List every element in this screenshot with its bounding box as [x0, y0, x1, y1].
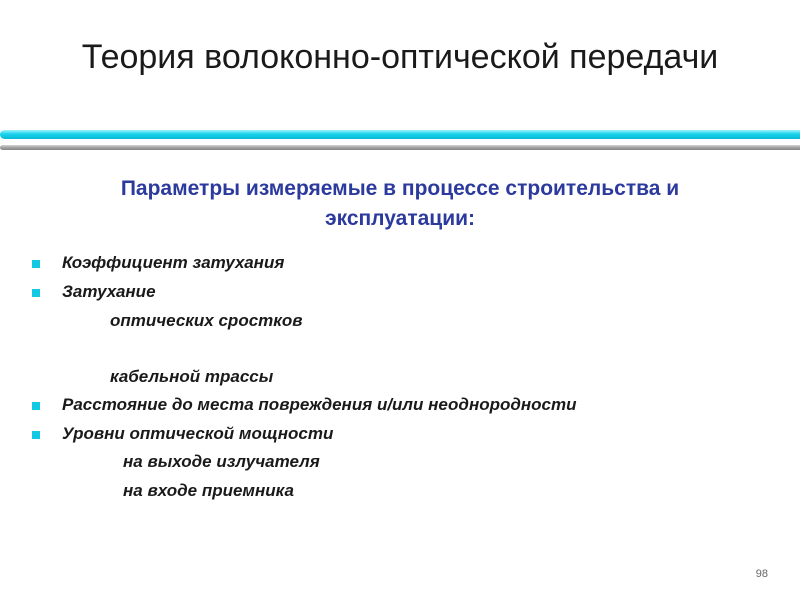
bullet-square-icon	[32, 431, 40, 439]
subtitle-line-1: Параметры измеряемые в процессе строительства и	[120, 177, 680, 200]
bullet-square-icon	[32, 289, 40, 297]
slide-title: Теория волоконно-оптической передачи	[81, 38, 719, 76]
subtitle-line-2: эксплуатации:	[324, 207, 476, 230]
sub-list-item: кабельной трассы	[110, 367, 274, 386]
list-item: Уровни оптической мощности	[62, 424, 334, 443]
bullet-square-icon	[32, 402, 40, 410]
page-number: 98	[755, 568, 768, 580]
sub-list-item: оптических сростков	[110, 311, 303, 330]
sub-list-item: на входе приемника	[123, 481, 294, 500]
list-item: Затухание	[62, 282, 156, 301]
title-divider	[0, 126, 800, 156]
list-item: Расстояние до места повреждения и/или неоднородности	[62, 395, 577, 414]
sub-list-item: на выходе излучателя	[123, 452, 320, 471]
divider-gray-bar	[0, 145, 800, 150]
bullet-square-icon	[32, 260, 40, 268]
list-item: Коэффициент затухания	[62, 253, 285, 272]
divider-cyan-bar	[0, 130, 800, 139]
slide-subtitle	[20, 174, 780, 234]
